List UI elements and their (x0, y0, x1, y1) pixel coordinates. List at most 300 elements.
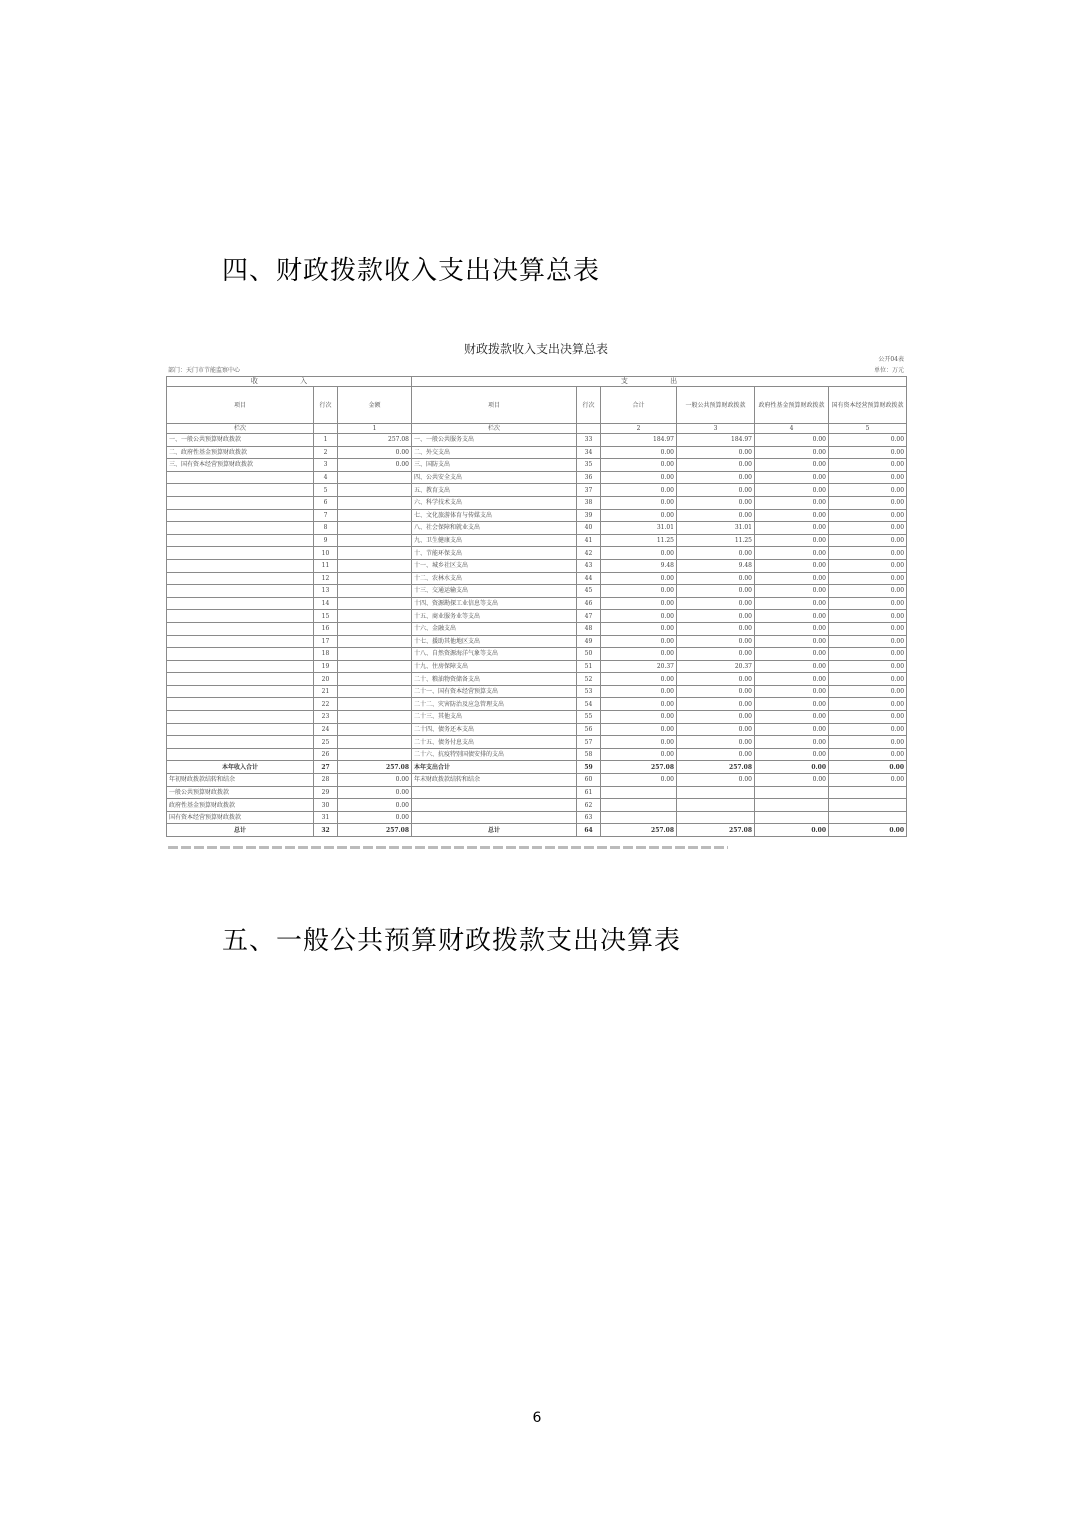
table-cell: 0.00 (829, 585, 907, 598)
income-group-header: 收 入 (167, 377, 412, 387)
table-cell (338, 534, 412, 547)
table-cell: 0.00 (677, 509, 755, 522)
table-cell: 0.00 (829, 761, 907, 774)
table-cell: 27 (314, 761, 338, 774)
table-cell: 52 (577, 673, 601, 686)
table-cell: 0.00 (829, 698, 907, 711)
table-department: 部门：天门市节能监察中心 (168, 367, 241, 374)
financial-summary-table (166, 376, 907, 837)
table-cell: 184.97 (601, 434, 677, 447)
table-cell: 六、科学技术支出 (412, 496, 577, 509)
table-cell: 9 (314, 534, 338, 547)
table-row (167, 723, 907, 736)
table-cell: 31.01 (601, 522, 677, 535)
table-cell: 41 (577, 534, 601, 547)
table-cell: 0.00 (677, 610, 755, 623)
table-cell (338, 572, 412, 585)
table-cell: 七、文化旅游体育与传媒支出 (412, 509, 577, 522)
table-title: 财政拨款收入支出决算总表 (463, 342, 608, 356)
table-cell: 20 (314, 673, 338, 686)
table-cell: 0.00 (677, 736, 755, 749)
table-cell: 56 (577, 723, 601, 736)
table-row (167, 648, 907, 661)
table-cell: 11.25 (601, 534, 677, 547)
table-cell (338, 585, 412, 598)
table-cell: 0.00 (338, 774, 412, 787)
table-cell: 0.00 (677, 484, 755, 497)
table-cell (338, 559, 412, 572)
column-index: 4 (755, 424, 829, 434)
table-cell: 八、社会保障和就业支出 (412, 522, 577, 535)
table-cell: 38 (577, 496, 601, 509)
table-cell (338, 685, 412, 698)
table-cell: 0.00 (829, 736, 907, 749)
table-cell (167, 559, 314, 572)
table-cell (167, 522, 314, 535)
table-cell: 总计 (167, 824, 314, 837)
table-cell: 35 (577, 459, 601, 472)
table-cell: 0.00 (677, 648, 755, 661)
table-cell (167, 534, 314, 547)
table-cell: 257.08 (677, 761, 755, 774)
table-cell: 64 (577, 824, 601, 837)
table-cell: 0.00 (601, 547, 677, 560)
table-cell: 0.00 (755, 559, 829, 572)
table-cell (167, 496, 314, 509)
table-row (167, 434, 907, 447)
table-row (167, 736, 907, 749)
table-cell (167, 597, 314, 610)
table-cell: 32 (314, 824, 338, 837)
table-row (167, 496, 907, 509)
table-cell (167, 484, 314, 497)
table-cell: 0.00 (829, 496, 907, 509)
table-cell: 50 (577, 648, 601, 661)
table-cell: 10 (314, 547, 338, 560)
table-row (167, 610, 907, 623)
table-cell: 三、国防支出 (412, 459, 577, 472)
table-cell: 0.00 (755, 622, 829, 635)
table-cell: 20.37 (601, 660, 677, 673)
table-cell: 总计 (412, 824, 577, 837)
table-cell: 0.00 (677, 547, 755, 560)
column-header: 项目 (412, 387, 577, 424)
table-cell: 0.00 (601, 648, 677, 661)
column-index: 栏次 (167, 424, 314, 434)
table-row (167, 761, 907, 774)
table-cell (167, 660, 314, 673)
table-cell (601, 811, 677, 824)
table-cell: 0.00 (677, 471, 755, 484)
table-cell: 54 (577, 698, 601, 711)
column-header: 项目 (167, 387, 314, 424)
table-cell: 0.00 (677, 698, 755, 711)
table-cell (167, 723, 314, 736)
table-cell (338, 547, 412, 560)
table-cell: 62 (577, 799, 601, 812)
table-cell: 0.00 (601, 711, 677, 724)
table-cell (755, 799, 829, 812)
table-cell: 42 (577, 547, 601, 560)
table-cell (677, 811, 755, 824)
table-cell: 31 (314, 811, 338, 824)
table-cell (167, 622, 314, 635)
table-row (167, 446, 907, 459)
table-row (167, 471, 907, 484)
table-cell: 0.00 (829, 434, 907, 447)
table-cell: 19 (314, 660, 338, 673)
table-cell: 0.00 (829, 774, 907, 787)
table-cell: 一、一般公共服务支出 (412, 434, 577, 447)
table-cell: 25 (314, 736, 338, 749)
table-cell: 0.00 (829, 471, 907, 484)
table-cell: 184.97 (677, 434, 755, 447)
table-cell: 0.00 (755, 824, 829, 837)
table-cell: 0.00 (601, 585, 677, 598)
table-cell: 37 (577, 484, 601, 497)
table-cell: 0.00 (755, 522, 829, 535)
table-row (167, 799, 907, 812)
table-footnote (168, 846, 728, 849)
table-cell: 0.00 (829, 673, 907, 686)
table-cell (412, 786, 577, 799)
table-cell (601, 799, 677, 812)
table-cell (338, 660, 412, 673)
table-cell: 0.00 (829, 522, 907, 535)
table-cell: 15 (314, 610, 338, 623)
table-cell: 0.00 (601, 673, 677, 686)
table-cell: 0.00 (677, 711, 755, 724)
table-cell: 0.00 (677, 748, 755, 761)
table-cell: 0.00 (677, 723, 755, 736)
table-cell (338, 723, 412, 736)
table-cell (338, 673, 412, 686)
table-row (167, 459, 907, 472)
table-cell: 0.00 (677, 459, 755, 472)
table-row (167, 547, 907, 560)
table-row (167, 673, 907, 686)
table-cell: 29 (314, 786, 338, 799)
table-cell: 33 (577, 434, 601, 447)
table-cell: 9.48 (601, 559, 677, 572)
column-header: 行次 (577, 387, 601, 424)
table-cell: 31.01 (677, 522, 755, 535)
table-cell: 11.25 (677, 534, 755, 547)
table-row (167, 509, 907, 522)
table-cell (167, 547, 314, 560)
table-cell (167, 736, 314, 749)
table-cell: 0.00 (829, 648, 907, 661)
table-cell: 0.00 (755, 496, 829, 509)
table-cell (829, 786, 907, 799)
table-cell: 国有资本经营预算财政拨款 (167, 811, 314, 824)
table-cell: 十九、住房保障支出 (412, 660, 577, 673)
table-cell: 0.00 (829, 534, 907, 547)
table-row (167, 635, 907, 648)
table-cell: 0.00 (829, 446, 907, 459)
table-cell: 二十六、抗疫特别国债安排的支出 (412, 748, 577, 761)
table-cell: 0.00 (755, 673, 829, 686)
table-cell: 257.08 (338, 761, 412, 774)
table-cell (167, 685, 314, 698)
column-index: 5 (829, 424, 907, 434)
column-index: 3 (677, 424, 755, 434)
table-cell (338, 597, 412, 610)
column-index (577, 424, 601, 434)
table-cell: 0.00 (829, 559, 907, 572)
table-cell (338, 622, 412, 635)
table-cell: 0.00 (755, 459, 829, 472)
table-cell: 0.00 (829, 597, 907, 610)
table-cell: 0.00 (338, 446, 412, 459)
table-cell: 0.00 (829, 711, 907, 724)
table-cell: 34 (577, 446, 601, 459)
table-cell: 0.00 (755, 736, 829, 749)
table-cell: 14 (314, 597, 338, 610)
table-row (167, 685, 907, 698)
table-cell: 0.00 (829, 824, 907, 837)
table-cell: 十二、农林水支出 (412, 572, 577, 585)
table-cell (338, 509, 412, 522)
table-cell: 55 (577, 711, 601, 724)
table-cell: 四、公共安全支出 (412, 471, 577, 484)
table-cell (829, 811, 907, 824)
table-cell: 十七、援助其他地区支出 (412, 635, 577, 648)
table-cell: 0.00 (755, 572, 829, 585)
table-cell (677, 786, 755, 799)
table-cell: 9.48 (677, 559, 755, 572)
table-unit: 单位：万元 (873, 367, 904, 374)
table-cell: 十一、城乡社区支出 (412, 559, 577, 572)
table-cell: 22 (314, 698, 338, 711)
table-cell: 一、一般公共预算财政拨款 (167, 434, 314, 447)
table-cell: 0.00 (755, 660, 829, 673)
table-cell: 0.00 (338, 459, 412, 472)
table-cell (167, 648, 314, 661)
column-header: 行次 (314, 387, 338, 424)
table-cell: 0.00 (755, 761, 829, 774)
table-cell: 十八、自然资源海洋气象等支出 (412, 648, 577, 661)
table-cell: 一般公共预算财政拨款 (167, 786, 314, 799)
table-cell: 0.00 (601, 459, 677, 472)
table-cell: 18 (314, 648, 338, 661)
column-header: 合计 (601, 387, 677, 424)
table-cell: 0.00 (755, 723, 829, 736)
table-cell: 0.00 (829, 660, 907, 673)
table-cell: 5 (314, 484, 338, 497)
table-cell: 8 (314, 522, 338, 535)
table-cell: 十四、资源勘探工业信息等支出 (412, 597, 577, 610)
table-cell (338, 648, 412, 661)
table-cell: 59 (577, 761, 601, 774)
table-cell: 0.00 (829, 748, 907, 761)
table-cell: 0.00 (601, 622, 677, 635)
table-cell (338, 484, 412, 497)
table-row (167, 698, 907, 711)
table-row (167, 711, 907, 724)
table-code: 公开04表 (878, 356, 904, 363)
table-row (167, 534, 907, 547)
financial-summary-table-image (166, 338, 906, 852)
table-cell: 十六、金融支出 (412, 622, 577, 635)
table-cell: 58 (577, 748, 601, 761)
table-row (167, 559, 907, 572)
table-cell: 二十四、债务还本支出 (412, 723, 577, 736)
table-cell: 0.00 (755, 585, 829, 598)
table-row (167, 774, 907, 787)
table-cell: 3 (314, 459, 338, 472)
table-cell: 0.00 (829, 685, 907, 698)
table-cell: 46 (577, 597, 601, 610)
table-cell: 257.08 (601, 824, 677, 837)
table-cell: 三、国有资本经营预算财政拨款 (167, 459, 314, 472)
table-cell (338, 471, 412, 484)
table-cell: 48 (577, 622, 601, 635)
table-cell: 0.00 (601, 509, 677, 522)
table-cell: 51 (577, 660, 601, 673)
table-cell: 0.00 (755, 509, 829, 522)
table-cell: 17 (314, 635, 338, 648)
table-row (167, 824, 907, 837)
table-cell: 0.00 (601, 774, 677, 787)
table-cell: 0.00 (755, 648, 829, 661)
table-row (167, 572, 907, 585)
expense-group-header: 支 出 (412, 377, 907, 387)
table-cell: 政府性基金预算财政拨款 (167, 799, 314, 812)
column-header: 一般公共预算财政拨款 (677, 387, 755, 424)
table-cell: 五、教育支出 (412, 484, 577, 497)
table-cell: 0.00 (755, 597, 829, 610)
table-cell: 0.00 (829, 459, 907, 472)
table-cell: 0.00 (677, 446, 755, 459)
table-cell (412, 811, 577, 824)
table-cell: 0.00 (677, 673, 755, 686)
table-cell: 23 (314, 711, 338, 724)
table-cell: 0.00 (755, 711, 829, 724)
table-cell (167, 471, 314, 484)
table-cell: 0.00 (601, 635, 677, 648)
table-cell: 57 (577, 736, 601, 749)
column-header: 国有资本经营预算财政拨款 (829, 387, 907, 424)
table-cell (167, 509, 314, 522)
table-cell: 0.00 (829, 635, 907, 648)
table-cell (338, 736, 412, 749)
table-cell: 0.00 (677, 685, 755, 698)
page-number: 6 (532, 1410, 542, 1426)
table-cell: 0.00 (755, 434, 829, 447)
section-5-title: 五、一般公共预算财政拨款支出决算表 (222, 926, 682, 956)
table-cell: 0.00 (829, 622, 907, 635)
table-cell: 0.00 (601, 471, 677, 484)
table-cell: 0.00 (601, 484, 677, 497)
table-cell (167, 635, 314, 648)
table-cell (412, 799, 577, 812)
table-cell: 11 (314, 559, 338, 572)
table-cell: 0.00 (755, 484, 829, 497)
table-cell: 0.00 (601, 698, 677, 711)
table-cell (601, 786, 677, 799)
table-cell: 二、政府性基金预算财政拨款 (167, 446, 314, 459)
table-cell: 0.00 (601, 610, 677, 623)
table-cell: 44 (577, 572, 601, 585)
table-cell: 21 (314, 685, 338, 698)
table-row (167, 748, 907, 761)
table-cell (755, 811, 829, 824)
table-cell: 36 (577, 471, 601, 484)
column-index (314, 424, 338, 434)
table-cell: 0.00 (601, 496, 677, 509)
table-cell: 0.00 (755, 685, 829, 698)
table-row (167, 786, 907, 799)
table-cell: 二十五、债务付息支出 (412, 736, 577, 749)
table-cell: 0.00 (755, 748, 829, 761)
table-cell (338, 610, 412, 623)
column-header: 政府性基金预算财政拨款 (755, 387, 829, 424)
table-cell: 0.00 (601, 685, 677, 698)
table-cell: 0.00 (829, 509, 907, 522)
table-cell: 0.00 (829, 610, 907, 623)
table-cell: 年初财政拨款结转和结余 (167, 774, 314, 787)
table-cell: 0.00 (829, 723, 907, 736)
table-cell (167, 585, 314, 598)
table-cell: 61 (577, 786, 601, 799)
table-cell: 0.00 (755, 471, 829, 484)
table-cell: 60 (577, 774, 601, 787)
table-cell: 0.00 (677, 585, 755, 598)
table-cell: 十、节能环保支出 (412, 547, 577, 560)
table-cell: 0.00 (601, 446, 677, 459)
table-cell: 二十二、灾害防治及应急管理支出 (412, 698, 577, 711)
column-index: 栏次 (412, 424, 577, 434)
table-cell (338, 711, 412, 724)
table-cell: 24 (314, 723, 338, 736)
column-index: 1 (338, 424, 412, 434)
table-cell (338, 496, 412, 509)
table-cell: 0.00 (755, 774, 829, 787)
table-cell: 257.08 (338, 824, 412, 837)
table-cell: 28 (314, 774, 338, 787)
table-cell: 43 (577, 559, 601, 572)
table-cell: 二十三、其他支出 (412, 711, 577, 724)
table-cell: 257.08 (677, 824, 755, 837)
table-cell: 0.00 (677, 597, 755, 610)
table-cell: 二、外交支出 (412, 446, 577, 459)
table-row (167, 585, 907, 598)
table-cell: 40 (577, 522, 601, 535)
table-cell (338, 635, 412, 648)
table-cell (167, 711, 314, 724)
table-cell: 本年收入合计 (167, 761, 314, 774)
table-row (167, 522, 907, 535)
table-cell: 0.00 (601, 748, 677, 761)
table-cell: 257.08 (338, 434, 412, 447)
table-cell: 0.00 (677, 635, 755, 648)
table-cell: 39 (577, 509, 601, 522)
table-cell (338, 522, 412, 535)
table-cell (829, 799, 907, 812)
table-cell: 7 (314, 509, 338, 522)
table-cell: 十五、商业服务业等支出 (412, 610, 577, 623)
table-cell: 26 (314, 748, 338, 761)
table-cell: 九、卫生健康支出 (412, 534, 577, 547)
table-cell: 0.00 (755, 446, 829, 459)
table-cell: 0.00 (755, 547, 829, 560)
table-cell: 0.00 (601, 723, 677, 736)
table-row (167, 660, 907, 673)
table-cell: 45 (577, 585, 601, 598)
table-row (167, 597, 907, 610)
table-cell: 十三、交通运输支出 (412, 585, 577, 598)
